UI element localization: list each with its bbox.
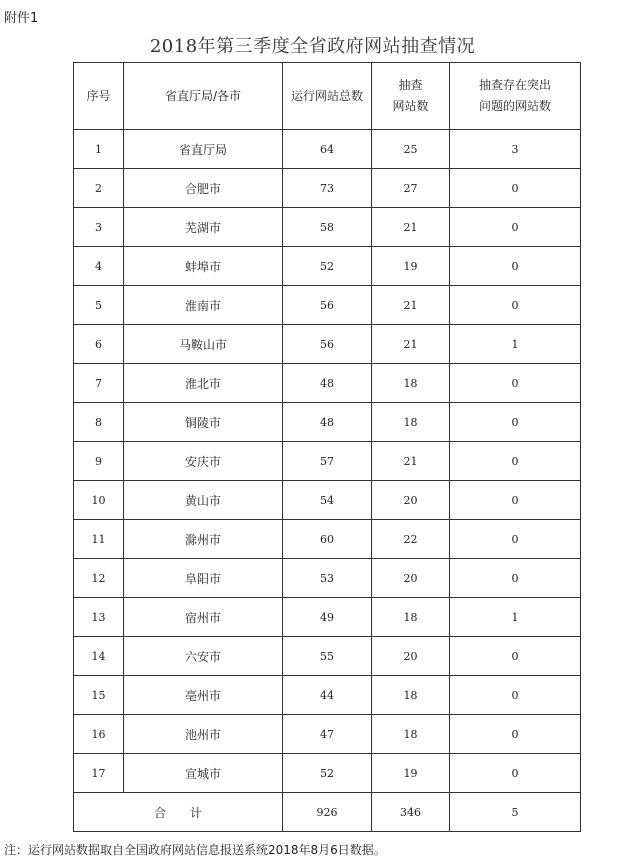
- row-total: 47: [283, 715, 372, 754]
- row-unit: 黄山市: [124, 481, 283, 520]
- header-problem: [450, 63, 581, 130]
- table-row: [74, 715, 581, 754]
- row-problem: 0: [450, 286, 581, 325]
- row-unit: 宣城市: [124, 754, 283, 793]
- table-row: [74, 481, 581, 520]
- row-checked: 20: [372, 559, 450, 598]
- table-row: [74, 247, 581, 286]
- table-row: [74, 598, 581, 637]
- row-checked: 20: [372, 637, 450, 676]
- row-unit: 安庆市: [124, 442, 283, 481]
- row-checked: 18: [372, 676, 450, 715]
- row-checked: 22: [372, 520, 450, 559]
- row-checked: 18: [372, 715, 450, 754]
- row-index: 9: [74, 442, 124, 481]
- table-row: [74, 364, 581, 403]
- row-unit: 芜湖市: [124, 208, 283, 247]
- row-problem: 0: [450, 169, 581, 208]
- row-checked: 21: [372, 325, 450, 364]
- row-checked: 27: [372, 169, 450, 208]
- row-total: 60: [283, 520, 372, 559]
- row-unit: 省直厅局: [124, 130, 283, 169]
- row-problem: 0: [450, 559, 581, 598]
- header-unit: 省直厅局/各市: [124, 63, 283, 130]
- table-body: [74, 130, 581, 793]
- row-total: 53: [283, 559, 372, 598]
- footnote: 注：运行网站数据取自全国政府网站信息报送系统2018年8月6日数据。: [4, 843, 386, 857]
- row-checked: 18: [372, 364, 450, 403]
- row-unit: 蚌埠市: [124, 247, 283, 286]
- table-footer: [74, 793, 581, 832]
- row-problem: 0: [450, 481, 581, 520]
- row-unit: 铜陵市: [124, 403, 283, 442]
- row-unit: 合肥市: [124, 169, 283, 208]
- row-total: 57: [283, 442, 372, 481]
- row-problem: 0: [450, 676, 581, 715]
- row-problem: 0: [450, 364, 581, 403]
- total-checked: 346: [372, 793, 450, 832]
- row-total: 56: [283, 325, 372, 364]
- row-checked: 25: [372, 130, 450, 169]
- row-index: 16: [74, 715, 124, 754]
- header-total: 运行网站总数: [283, 63, 372, 130]
- row-checked: 18: [372, 598, 450, 637]
- row-total: 44: [283, 676, 372, 715]
- row-index: 13: [74, 598, 124, 637]
- table-row: [74, 637, 581, 676]
- row-index: 15: [74, 676, 124, 715]
- total-row: [74, 793, 581, 832]
- table-row: [74, 208, 581, 247]
- header-index: 序号: [74, 63, 124, 130]
- row-index: 1: [74, 130, 124, 169]
- row-problem: 3: [450, 130, 581, 169]
- row-total: 48: [283, 403, 372, 442]
- table-row: [74, 442, 581, 481]
- row-total: 49: [283, 598, 372, 637]
- row-total: 54: [283, 481, 372, 520]
- row-total: 56: [283, 286, 372, 325]
- header-checked: [372, 63, 450, 130]
- row-index: 6: [74, 325, 124, 364]
- row-unit: 阜阳市: [124, 559, 283, 598]
- row-checked: 21: [372, 208, 450, 247]
- header-row: [74, 63, 581, 130]
- row-index: 14: [74, 637, 124, 676]
- row-index: 10: [74, 481, 124, 520]
- row-index: 5: [74, 286, 124, 325]
- row-unit: 亳州市: [124, 676, 283, 715]
- row-unit: 宿州市: [124, 598, 283, 637]
- table-row: [74, 325, 581, 364]
- table-row: [74, 286, 581, 325]
- row-index: 2: [74, 169, 124, 208]
- row-unit: 六安市: [124, 637, 283, 676]
- row-problem: 1: [450, 325, 581, 364]
- row-problem: 0: [450, 715, 581, 754]
- row-unit: 淮北市: [124, 364, 283, 403]
- row-unit: 淮南市: [124, 286, 283, 325]
- table-row: [74, 559, 581, 598]
- table-header: [74, 63, 581, 130]
- table-row: [74, 130, 581, 169]
- row-index: 12: [74, 559, 124, 598]
- row-unit: 池州市: [124, 715, 283, 754]
- page-title: 2018年第三季度全省政府网站抽查情况: [149, 36, 476, 57]
- row-checked: 20: [372, 481, 450, 520]
- row-index: 8: [74, 403, 124, 442]
- row-problem: 0: [450, 208, 581, 247]
- header-problem-line1: 抽查存在突出: [478, 78, 551, 92]
- row-total: 52: [283, 247, 372, 286]
- row-unit: 马鞍山市: [124, 325, 283, 364]
- row-unit: 滁州市: [124, 520, 283, 559]
- row-checked: 19: [372, 754, 450, 793]
- row-problem: 0: [450, 754, 581, 793]
- row-problem: 0: [450, 247, 581, 286]
- row-checked: 19: [372, 247, 450, 286]
- attachment-label: 附件1: [4, 11, 39, 26]
- table-row: [74, 520, 581, 559]
- row-total: 73: [283, 169, 372, 208]
- row-problem: 0: [450, 442, 581, 481]
- row-total: 64: [283, 130, 372, 169]
- row-index: 3: [74, 208, 124, 247]
- row-problem: 0: [450, 520, 581, 559]
- row-checked: 18: [372, 403, 450, 442]
- row-index: 7: [74, 364, 124, 403]
- table-row: [74, 754, 581, 793]
- row-problem: 0: [450, 637, 581, 676]
- row-checked: 21: [372, 286, 450, 325]
- row-total: 48: [283, 364, 372, 403]
- row-total: 52: [283, 754, 372, 793]
- table-row: [74, 676, 581, 715]
- header-problem-line2: 问题的网站数: [478, 99, 551, 113]
- row-total: 55: [283, 637, 372, 676]
- row-checked: 21: [372, 442, 450, 481]
- total-sites: 926: [283, 793, 372, 832]
- row-total: 58: [283, 208, 372, 247]
- row-problem: 1: [450, 598, 581, 637]
- table-row: [74, 169, 581, 208]
- total-problem: 5: [450, 793, 581, 832]
- header-checked-line2: 网站数: [392, 99, 429, 113]
- table-row: [74, 403, 581, 442]
- row-index: 4: [74, 247, 124, 286]
- header-checked-line1: 抽查: [398, 78, 423, 92]
- total-label: 合 计: [74, 793, 283, 832]
- row-problem: 0: [450, 403, 581, 442]
- inspection-table: [73, 62, 581, 832]
- row-index: 11: [74, 520, 124, 559]
- row-index: 17: [74, 754, 124, 793]
